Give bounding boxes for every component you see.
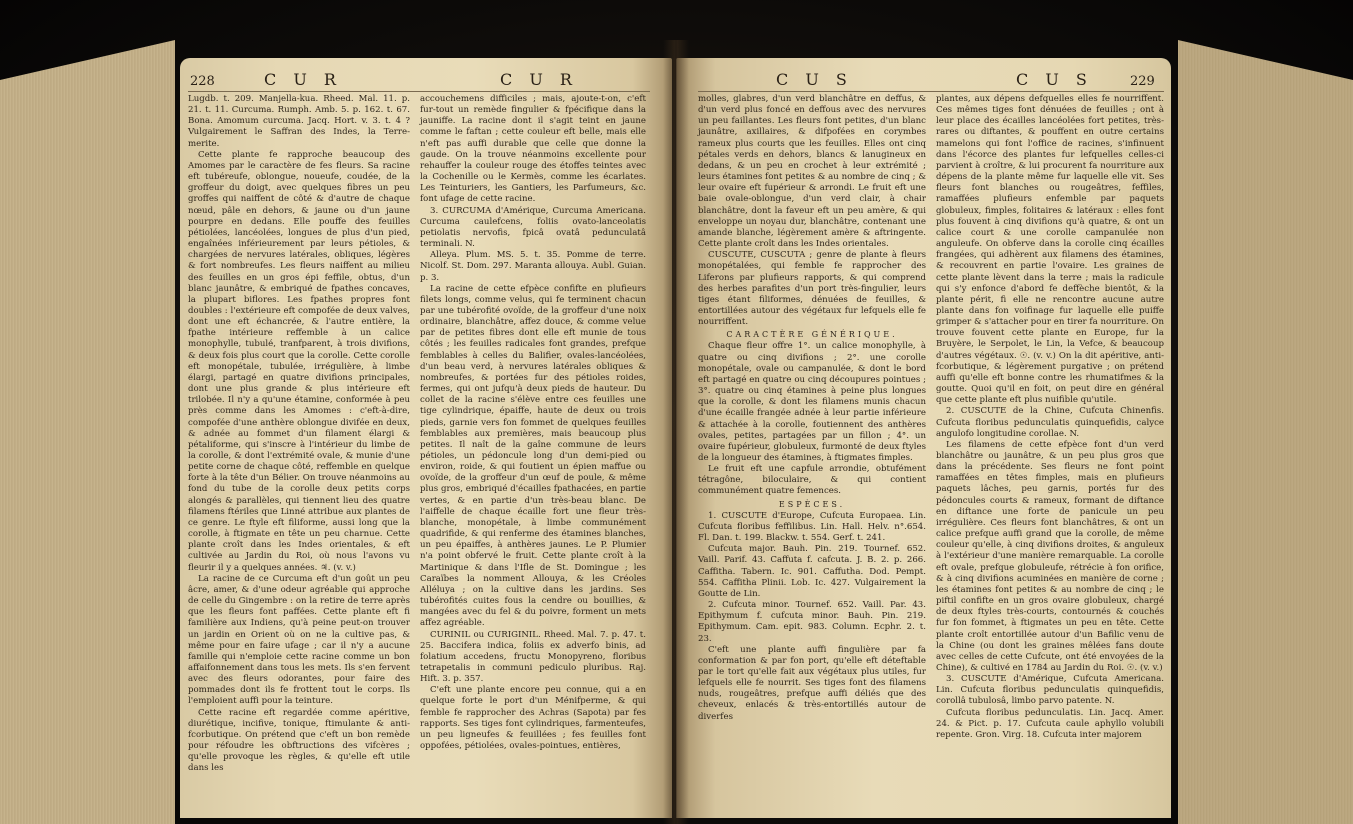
left-page-edges xyxy=(0,40,175,824)
text-column-1 xyxy=(698,94,926,723)
paragraph: C'eft une plante encore peu connue, qui a en quelque forte le port d'un Ménifperme, & qui femble fe rapprocher des Achras (Sapota) par fes rapports. Ses tiges font cylindriques, farmenteufes, un peu ligneufes & feuillées ; fes feuilles font oppofées, pétiolées, ovales-pointues, entières, xyxy=(420,685,646,752)
paragraph: 2. CUSCUTE de la Chine, Cufcuta Chinenfis. Cufcuta floribus pedunculatis quinquefidis, calyce angulofo longitudine corollae. N. xyxy=(936,406,1164,439)
text-column-2 xyxy=(420,94,646,752)
text-column-2 xyxy=(936,94,1164,741)
paragraph: 3. CURCUMA d'Amérique, Curcuma Americana. Curcuma caulefcens, foliis ovato-lanceolatis petiolatis nervofis, fpicâ ovatâ pedunculatâ terminali. N. xyxy=(420,205,646,250)
page-number: 228 xyxy=(190,74,215,89)
paragraph: La racine de ce Curcuma eft d'un goût un peu âcre, amer, & d'une odeur agréable qui approche de celle du Gingembre : on la retire de terre après que les fleurs font paffées. Cette plante eft fi familière aux Indiens, qu'à peine peut-on trouver un jardin en Orient où on ne la cultive pas, & même pour en faire ufage ; car il n'y a aucune famille qui n'emploie cette racine comme un bon affaifonnement dans tous les mets. Ils s'en fervent avec des fleurs odorantes, pour faire des pommades dont ils fe frottent tout le corps. Ils l'emploient auffi pour la teinture. xyxy=(188,573,410,707)
paragraph: Le fruit eft une capfule arrondie, obtufément tétragône, biloculaire, & qui contient communément quatre femences. xyxy=(698,464,926,497)
book-gutter xyxy=(663,40,689,824)
paragraph: plantes, aux dépens defquelles elles fe nourriffent. Ces mêmes tiges font dénuées de feuilles ; ont à leur place des écailles lancéolées fort petites, très-rares ou diftantes, & pouffent en outre certains mamelons qui font l'office de racines, s'infinuent dans l'écorce des plantes fur lefquelles celles-ci parvient à croître, & lui procurent fa nourriture aux dépens de la plante même fur laquelle elle vit. Ses fleurs font blanches ou rougeâtres, feffiles, ramaffées plufieurs enfemble par paquets globuleux, fimples, folitaires & latéraux : elles font plus fouvent à cinq divifions qu'à quatre, & ont un calice court & une corolle campanulée non anguleufe. On obferve dans la corolle cinq écailles frangées, qui adhèrent aux filamens des étamines, & recouvrent en partie l'ovaire. Les graines de cette plante lèvent dans la terre ; mais la radicule qui s'y enfonce d'abord fe deffèche bientôt, & la plante périt, fi elle ne rencontre aucune autre plante dans fon voifinage fur laquelle elle puiffe grimper & s'attacher pour en tirer fa nourriture. On trouve fouvent cette plante en Europe, fur la Bruyère, le Serpolet, le Lin, la Vefce, & beaucoup d'autres végétaux. ☉. (v. v.) On la dit apéritive, anti-fcorbutique, & légèrement purgative ; on prétend auffi qu'elle eft bonne contre les rhumatifmes & la goutte. Quoi qu'il en foit, on peut dire en général que cette plante eft plus nuifible qu'utile. xyxy=(936,94,1164,406)
paragraph: accouchemens difficiles ; mais, ajoute-t-on, c'eft fur-tout un remède fingulier & fpécifique dans la jauniffe. La racine dont il s'agit teint en jaune comme le faftan ; cette couleur eft belle, mais elle n'eft pas auffi durable que celle que donne la gaude. On la trouve néanmoins excellente pour rehauffer la couleur rouge des étoffes teintes avec la Cochenille ou le Kermès, comme les écarlates. Les Teinturiers, les Gantiers, les Parfumeurs, &c. font ufage de cette racine. xyxy=(420,94,646,205)
header-rule xyxy=(188,91,650,92)
right-page xyxy=(676,58,1171,818)
section-heading: CARACTÈRE GÉNÉRIQUE. xyxy=(726,330,898,340)
header-rule xyxy=(698,91,1164,92)
left-page xyxy=(180,58,672,818)
paragraph: Alleya. Plum. MS. 5. t. 35. Pomme de terre. Nicolf. St. Dom. 297. Maranta allouya. Aubl. Guian. p. 3. xyxy=(420,250,646,283)
page-number: 229 xyxy=(1130,74,1155,89)
paragraph: molles, glabres, d'un verd blanchâtre en deffus, & d'un verd plus foncé en deffous avec des nervures un peu faillantes. Les fleurs font petites, d'un blanc jaunâtre, axillaires, & difpofées en corymbes rameux plus courts que les feuilles. Elles ont cinq pétales verds en dehors, blancs & lanugineux en dedans, & un peu en crochet à leur extrémité ; leurs étamines font petites & au nombre de cinq ; & leur ovaire eft fupérieur & arrondi. Le fruit eft une baie ovale-oblongue, d'un verd clair, à chair blanchâtre, dont la faveur eft un peu amère, & qui enveloppe un noyau dur, blanchâtre, contenant une amande blanche, légèrement amère & aftringente. Cette plante croît dans les Indes orientales. xyxy=(698,94,926,250)
paragraph: CUSCUTE, CUSCUTA ; genre de plante à fleurs monopétalées, qui femble fe rapprocher des Liferons par plufieurs rapports, & qui comprend des herbes parafites d'un port très-fingulier, leurs tiges étant filiformes, dénuées de feuilles, & entortillées autour des végétaux fur lefquels elle fe nourriffent. xyxy=(698,250,926,328)
paragraph: CURINIL ou CURIGINIL. Rheed. Mal. 7. p. 47. t. 25. Baccifera indica, foliis ex adverfo binis, ad folatium accedens, fructu Monopyreno, floribus tetrapetalis in communi pediculo pluribus. Raj. Hift. 3. p. 357. xyxy=(420,629,646,685)
paragraph: Cufcuta major. Bauh. Pin. 219. Tournef. 652. Vaill. Parif. 43. Caffuta f. cafcuta. J. B. 2. p. 266. Caffitha. Tabern. Ic. 901. Caffutha. Dod. Pempt. 554. Caffitha Plinii. Lob. Ic. 427. Vulgairement la Goutte de Lin. xyxy=(698,544,926,599)
section-heading: ESPÈCES. xyxy=(778,499,846,509)
paragraph: Cufcuta floribus pedunculatis. Lin. Jacq. Amer. 24. & Pict. p. 17. Cufcuta caule aphyllo volubili repente. Gron. Virg. 18. Cufcuta inter majorem xyxy=(936,707,1164,740)
paragraph: Les filamens de cette efpèce font d'un verd blanchâtre ou jaunâtre, & un peu plus gros que dans la précédente. Ses fleurs ne font point ramaffées en têtes fimples, mais en plufieurs paquets lâches, peu garnis, portés fur des pédoncules courts & rameux, formant de diftance en diftance une forte de panicule un peu irrégulière. Ces fleurs font blanchâtres, & ont un calice prefque auffi grand que la corolle, de même couleur qu'elle, à cinq divifions droites, & anguleux à l'extérieur d'une manière remarquable. La corolle eft ovale, prefque globuleufe, rétrécie à fon orifice, & à cinq divifions acuminées en manière de corne ; les étamines font petites & au nombre de cinq ; le piftil confifte en un gros ovaire globuleux, chargé de deux ftyles très-courts, contournés & couchés fur fon fommet, à ftigmates un peu en tête. Cette plante croît entortillée autour d'un Bafilic venu de la Chine (ou dont les graines mêlées fans doute avec celles de cette Cufcute, ont été envoyées de la Chine), & cultivé en 1784 au Jardin du Roi. ☉. (v. v.) xyxy=(936,439,1164,673)
paragraph: La racine de cette efpèce confifte en plufieurs filets longs, comme velus, qui fe terminent chacun par une tubérofité ovoïde, de la groffeur d'une noix ordinaire, blanchâtre, affez douce, & comme velue par de petites fibres dont elle eft munie de tous côtés ; les feuilles radicales font grandes, prefque femblables à celles du Balifier, ovales-lancéolées, d'un beau verd, à nervures latérales obliques & nombreufes, & portées fur des pétioles roides, fermes, qui ont jufqu'à deux pieds de hauteur. Du collet de la racine s'élève entre ces feuilles une tige cylindrique, épaiffe, haute de deux ou trois pieds, garnie vers fon fommet de quelques feuilles femblables aux premières, mais beaucoup plus petites. Il naît de la gaîne commune de leurs pétioles, un pédoncule long d'un demi-pied ou environ, roide, & qui foutient un épien maffue ou ovoïde, de la groffeur d'un œuf de poule, & même plus gros, embriqué d'écailles fpathacées, en partie vertes, & en partie d'un très-beau blanc. De l'aiffelle de chaque écaille fort une fleur très-blanche, monopétale, à limbe communément quadrifide, & qui renferme des étamines blanches, un peu épaiffes, à anthères jaunes. Le P. Plumier n'a point obfervé le fruit. Cette plante croît à la Martinique & dans l'Ifle de St. Domingue ; les Caraïbes la nomment Allouya, & les Créoles Alléluya ; on la cultive dans les jardins. Ses tubérofités cuites fous la cendre ou bouillies, & mangées avec du fel & du poivre, forment un mets affez agréable. xyxy=(420,283,646,629)
right-page-edges xyxy=(1178,40,1353,824)
running-head: C U S xyxy=(776,70,853,89)
running-head: C U S xyxy=(1016,70,1093,89)
paragraph: 2. Cufcuta minor. Tournef. 652. Vaill. Par. 43. Epithymum f. cufcuta minor. Bauh. Pin. 219. Epithymum. Cam. epit. 983. Column. Ecphr. 2. t. 23. xyxy=(698,600,926,644)
running-head: C U R xyxy=(500,70,578,89)
paragraph: Chaque fleur offre 1°. un calice monophylle, à quatre ou cinq divifions ; 2°. une corolle monopétale, ovale ou campanulée, & dont le bord eft partagé en quatre ou cinq découpures pointues ; 3°. quatre ou cinq étamines à peine plus longues que la corolle, & dont les filamens munis chacun d'une écaille frangée adnée à leur partie inférieure & attachée à la corolle, foutiennent des anthères ovales, petites, partagées par un fillon ; 4°. un ovaire fupérieur, globuleux, furmonté de deux ftyles de la longueur des étamines, à ftigmates fimples. xyxy=(698,341,926,463)
paragraph: Cette plante fe rapproche beaucoup des Amomes par le caractère de fes fleurs. Sa racine eft tubéreufe, oblongue, noueufe, coudée, de la groffeur du doigt, avec quelques fibres un peu groffes qui naiffent de côté & d'autre de chaque nœud, pâle en dehors, & jaune ou d'un jaune pourpre en dedans. Elle pouffe des feuilles pétiolées, lancéolées, longues de plus d'un pied, engaînées inférieurement par leurs pétioles, & chargées de nervures latérales, obliques, légères & fort nombreufes. Les fleurs naiffent au milieu des feuilles en un gros épi feffile, obtus, d'un blanc jaunâtre, & embriqué de fpathes concaves, la plupart biflores. Les fpathes propres font doubles : l'extérieure eft compofée de deux valves, dont une eft échancrée, & l'autre entière, la fpathe intérieure reffemble à un calice monophylle, tubulé, tranfparent, à trois divifions, & deux fois plus court que la corolle. Cette corolle eft monopétale, tubulée, irrégulière, à limbe élargi, partagé en quatre divifions principales, dont une plus grande & plus intérieure eft trilobée. Il n'y a qu'une étamine, conformée à peu près comme dans les Amomes : c'eft-à-dire, compofée d'une anthère oblongue divifée en deux, & adnée au fommet d'un filament élargi & pétaliforme, qui s'inscre à l'intérieur du limbe de la corolle, & dont l'extrémité ovale, & munie d'une petite corne de chaque côté, reffemble en quelque forte à la tête d'un Bélier. On trouve néanmoins au fond du tube de la corolle deux petits corps alongés & parallèles, qui tiennent lieu des quatre filamens ftériles que Linné attribue aux plantes de ce genre. Le ftyle eft filiforme, aussi long que la corolle, à ftigmate en tête un peu charnue. Cette plante croît dans les Indes orientales, & eft cultivée au Jardin du Roi, où nous l'avons vu fleurir il y a quelques années. ♃. (v. v.) xyxy=(188,149,410,573)
paragraph: Cette racine eft regardée comme apéritive, diurétique, incifive, tonique, ftimulante & anti-fcorbutique. On prétend que c'eft un bon remède pour réfoudre les obftructions des vifcères ; qu'elle provoque les règles, & qu'elle eft utile dans les xyxy=(188,707,410,774)
running-head: C U R xyxy=(264,70,342,89)
paragraph: C'eft une plante auffi fingulière par fa conformation & par fon port, qu'elle eft déteftable par le tort qu'elle fait aux végétaux plus utiles, fur lefquels elle fe nourrit. Ses tiges font des filamens nuds, rougeâtres, prefque auffi déliés que des cheveux, enlacés & très-entortillés autour de diverfes xyxy=(698,644,926,722)
paragraph: 3. CUSCUTE d'Amérique, Cufcuta Americana. Lin. Cufcuta floribus pedunculatis quinquefidis, corollâ tubulosâ, limbo parvo patente. N. xyxy=(936,674,1164,707)
paragraph: Lugdb. t. 209. Manjella-kua. Rheed. Mal. 11. p. 21. t. 11. Curcuma. Rumph. Amb. 5. p. 162. t. 67. Bona. Amomum curcuma. Jacq. Hort. v. 3. t. 4 ? Vulgairement le Saffran des Indes, la Terre-merite. xyxy=(188,94,410,149)
paragraph: 1. CUSCUTE d'Europe, Cufcuta Europaea. Lin. Cufcuta floribus feffilibus. Lin. Hall. Helv. n°.654. Fl. Dan. t. 199. Blackw. t. 554. Gerf. t. 241. xyxy=(698,510,926,544)
text-column-1 xyxy=(188,94,410,775)
